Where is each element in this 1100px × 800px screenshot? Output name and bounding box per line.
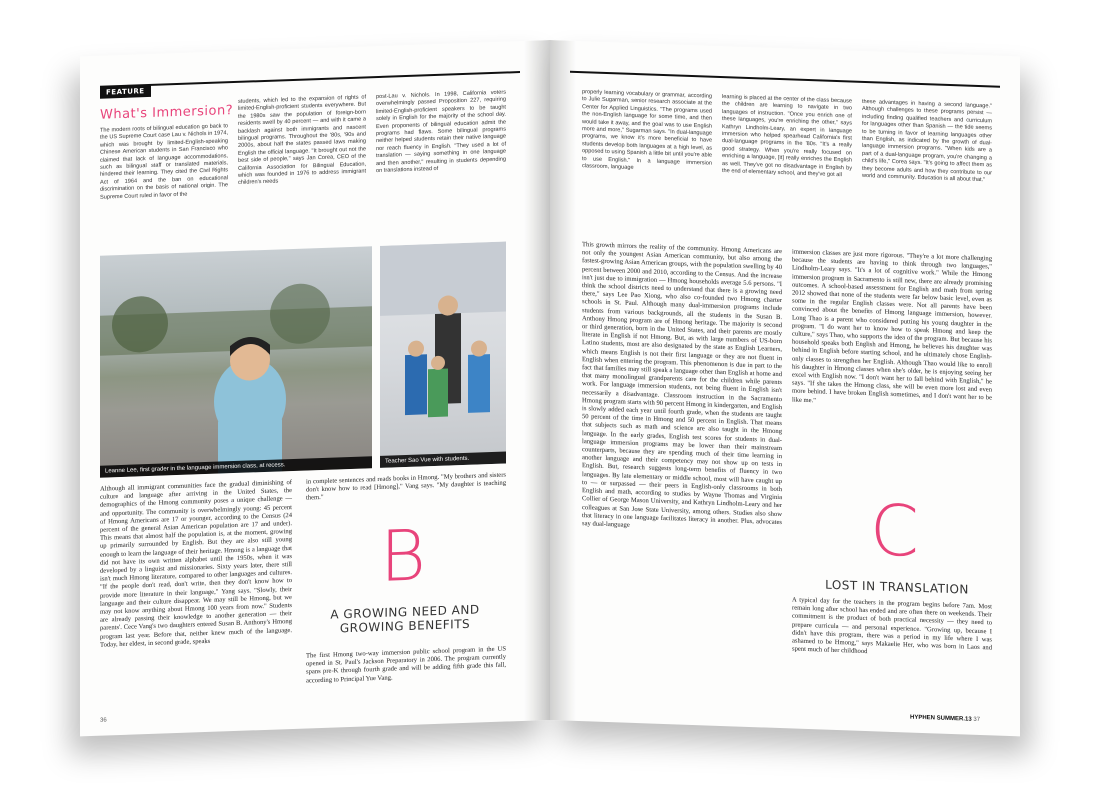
dropcap-c: C [870, 489, 919, 573]
gutter-shadow-right [550, 40, 576, 721]
body-col-left-2: in complete sentences and reads books in Hmong. "My brothers and sisters don't know how to read [Hmong]," Vang says. "My daughter is teaching them." [306, 471, 506, 502]
top-col-3: these advantages in having a second language." Although challenges to these programs persist — including finding qualified teachers and curriculum for languages other than Spanish — the tide seems to be turning in favor of learning languages other than English, as indicated by the growth of dual-language immersion programs. "When kids are a part of a dual-language program, you're changing a child's life," Corea says. "It's going to affect them as they become adults and how they contribute to our world and community. Education is all about that." [862, 98, 992, 184]
section-subhead-right: LOST IN TRANSLATION [825, 577, 969, 597]
top-col-1: properly learning vocabulary or grammar, according to Julie Sugarman, senior research associate at the Center for Applied Linguistics. "The programs used the non-English language for some time, and then would take it away, and the goal was to use English more and more," Sugarman says. "In dual-language programs, we know it's more beneficial to have students develop both languages at a high level, as opposed to using Spanish a little bit until you're able to use English." In a language immersion classroom, language [582, 89, 712, 171]
body-col-right-3: A typical day for the teachers in the program begins before 7am. Most remain long after school has ended and are often there on weekends. Their commitment is the product of both practical necessity — they need to prepare curricula — and personal experience. "Growing up, because I didn't have this program, there was a period in my life where I was ashamed to be Hmong," says Makaelie Her, who was born in Laos and spent much of her childhood [792, 596, 992, 656]
body-col-left-3: The first Hmong two-way immersion public school program in the US opened in St. Paul's Jackson Preparatory in 2006. The program currently spans pre-K through fourth grade and will be adding fifth grade this fall, according to Principal Yue Vang. [306, 645, 506, 685]
sidebar-col-1: The modern roots of bilingual education go back to the US Supreme Court case Lau v. Nichols in 1974, which was brought by limited-English-speaking Chinese American students in San Francisco who claimed that lack of language accommodations, such as bilingual staff or translated materials, hindered their learning. They cited the Civil Rights Act of 1964 and the ban on educational discrimination on the basis of national origin. The Supreme Court ruled in favor of the [100, 123, 228, 201]
body-col-left-1: Although all immigrant communities face the gradual diminishing of culture and language after arriving in the United States, the demographics of the Hmong community poses a unique challenge — and opportunity. The community is overwhelmingly young: 45 percent of Hmong Americans are 17 or younger, according to the Census (24 percent of the general Asian American population are 17 and under). This means that almost half the population is, at the moment, growing up primarily surrounded by English. But they are also still young enough to learn the language of their heritage. Hmong is a language that did not have its own written alphabet until the 1950s, when it was developed by a linguist and missionaries. Sixty years later, there still isn't much Hmong literature, compared to other languages and cultures. "If the people don't read, don't write, then they don't know how to provide more literature in their language," Yang says. "Slowly, their language and their culture disappear. We may still be Hmong, but we may not know anything about Hmong 100 years from now." Students are already passing their knowledge to another generation — their parents'. Cece Vang's two daughters entered Susan B. Anthony's Hmong program last year. Before that, neither knew much of the language. Today, her eldest, in second grade, speaks [100, 479, 292, 649]
photo-caption-2: Teacher Sao Vue with students. [380, 452, 506, 468]
feature-rule [100, 71, 520, 88]
photo-caption-1: Leanne Lee, first grader in the language immersion class, at recess. [100, 456, 372, 477]
top-col-2: learning is placed at the center of the class because the children are learning to navigate in two languages of instruction. "Once you enrich one of these languages, you're enriching the other," says Kathryn Lindholm-Leary, an expert in language immersion who helped spearhead California's first dual-language programs in the '80s. "It's a really good strategy. When you're really focused on enriching a language, [it] really enriches the English as well. They've got no disadvantage in English by the end of elementary school, and they've got all [722, 94, 852, 179]
photo-illustration-2 [380, 242, 506, 468]
sidebar-col-3: post-Lau v. Nichols. In 1998, California voters overwhelmingly passed Proposition 227, requiring limited-English-proficient speakers to be taught solely in English for the majority of the school day. Even proponents of bilingual education admit the programs had flaws. Some bilingual programs neither helped students retain their native language nor reach fluency in English. "They used a lot of translation — saying something in one language and then another," resulting in students depending on translations instead of [376, 89, 506, 175]
folio-brand: HYPHEN SUMMER.13 [910, 714, 972, 723]
folio-number: 37 [973, 716, 981, 724]
section-tab: FEATURE [100, 85, 151, 99]
sidebar-title: What's Immersion? [100, 103, 234, 123]
photo-girl-recess [100, 246, 372, 477]
photo-teacher-students [380, 242, 506, 468]
section-subhead-left: A GROWING NEED AND GROWING BENEFITS [330, 602, 480, 636]
top-rule-right [570, 71, 1000, 88]
left-page [80, 40, 550, 736]
right-page [550, 40, 1020, 736]
folio-left: 36 [100, 717, 107, 724]
body-col-right-2: immersion classes are just more rigorous. "They're a lot more challenging because the students are having to think through two languages," Lindholm-Leary says. "It's a lot of cognitive work." While the Hmong immersion program in Sacramento is still new, there are already promising outcomes. A school-based assessment for English and math from spring 2012 showed that none of the students were far below basic level, even as some in the regular English classes were. Not all parents have been convinced about the benefits of Hmong language immersion, however. Long Thao is a parent who considered putting his young daughter in the program. "I do want her to know how to speak Hmong and keep the culture," says Thao, who supports the idea of the program. But because his household speaks both English and Hmong, he believes his daughter was behind in English before starting school, and he ultimately chose English-only classes to strengthen her English. Although Thao would like to enroll his daughter in Hmong classes when she's older, he is enjoying seeing her excel with English now. "I don't want her to fall behind with English," he says. "If she takes the Hmong class, she will be even more lost and even more behind. I have broken English sometimes, and I don't want her to be like me." [792, 248, 992, 404]
sidebar-col-2: students, which led to the expansion of rights of limited-English-proficient students everywhere. But the 1980s saw the population of foreign-born residents swell by 40 percent — and with it came a backlash against both immigrants and nascent bilingual programs. Throughout the '80s, '90s and 2000s, about half the states passed laws making English the official language. "It brought out not the best side of people," says Jan Corea, CEO of the California Association for Bilingual Education, which was founded in 1976 to address immigrant children's needs [238, 94, 366, 187]
photo-illustration [100, 246, 372, 477]
dropcap-b: B [380, 514, 426, 598]
folio-right [910, 715, 980, 723]
body-col-right-1: This growth mirrors the reality of the community. Hmong Americans are not only the youngest Asian American community, but also among the fastest-growing Asian American groups, with the population swelling by 40 percent between 2000 and 2010, according to the Census. And the increase isn't just due to immigration — Hmong households average 5.6 persons. "I think the school districts need to understand that there is a growing need there," says Lee Pao Xiong, who also co-founded two Hmong charter schools in St. Paul. Although many dual-immersion programs include students from various backgrounds, all the students in the Susan B. Anthony Hmong program are of Hmong heritage. The majority is second or third generation, born in the United States, and their parents are mostly literate in English if not Hmong. But, as with large numbers of US-born Latino students, most are also designated by the state as English Learners, which means English is not their first language or they are not fluent in English when entering the program. This phenomenon is due in part to the fact that families may still speak a language other than English at home and that many monolingual grandparents care for the children while parents work. For language immersion students, not being fluent in English isn't necessarily a disadvantage. Classroom instruction in the Sacramento Hmong program starts with 90 percent Hmong in kindergarten, and English is slowly added each year until fourth grade, when the students are taught 50 percent of the time in Hmong and 50 percent in English. That means that subjects such as math and science are also taught in the Hmong language. In the early grades, English test scores for students in dual-language immersion programs may be lower than their mainstream counterparts, because they are spending much of their time learning in another language and their competency may not show up on tests in English. But, research suggests long-term benefits of fluency in two languages. By late elementary or middle school, most will have caught up to — or surpassed — their peers in English-only classrooms in both English and math, according to studies by Wayne Thomas and Virginia Collier of George Mason University, and Kathryn Lindholm-Leary and her colleagues at San Jose State University, among others. Studies also show that literacy in one language facilitates literacy in another. Plus, advocates say dual-language [582, 241, 782, 529]
gutter-shadow-left [524, 40, 550, 721]
